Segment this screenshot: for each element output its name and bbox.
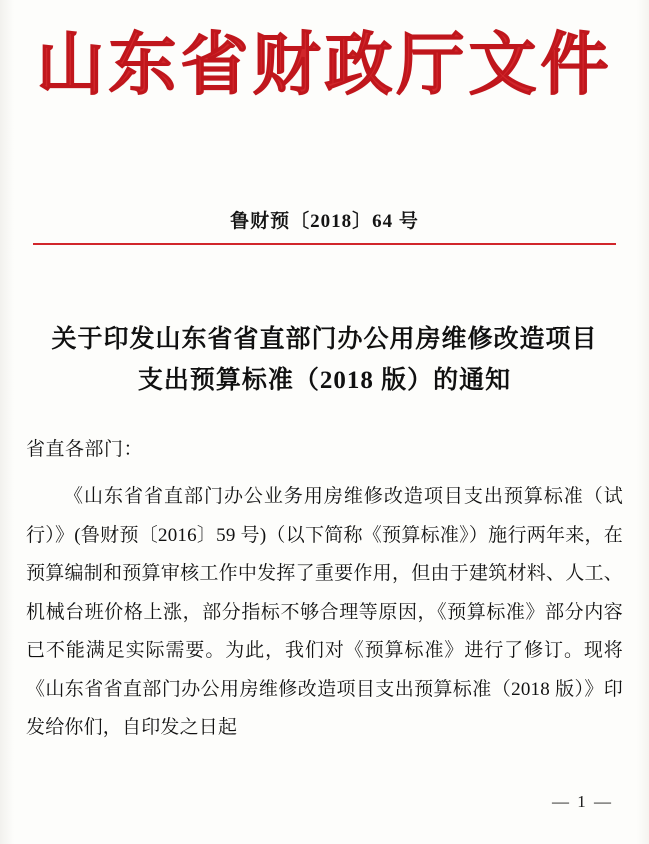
document-body [26,478,623,748]
document-title: 关于印发山东省省直部门办公用房维修改造项目支出预算标准（2018 版）的通知 [51,326,598,394]
document-masthead-title: 山东省财政厅文件 [36,27,613,103]
page-number: — 1 — [552,792,613,811]
body-paragraph: 《山东省省直部门办公业务用房维修改造项目支出预算标准（试行）》(鲁财预〔2016〕59 号)（以下简称《预算标准》）施行两年来，在预算编制和预算审核工作中发挥了重要作用，但由于建筑材料、人工、机械台班价格上涨，部分指标不够合理等原因，《预算标准》部分内容已不能满足实际需要。为此，我们对《预算标准》进行了修订。现将《山东省省直部门办公用房维修改造项目支出预算标准（2018 版）》印发给你们，自印发之日起 [26,486,623,739]
red-horizontal-rule [33,243,616,245]
document-salutation: 省直各部门： [26,439,144,460]
document-number: 鲁财预〔2018〕64 号 [230,211,419,232]
